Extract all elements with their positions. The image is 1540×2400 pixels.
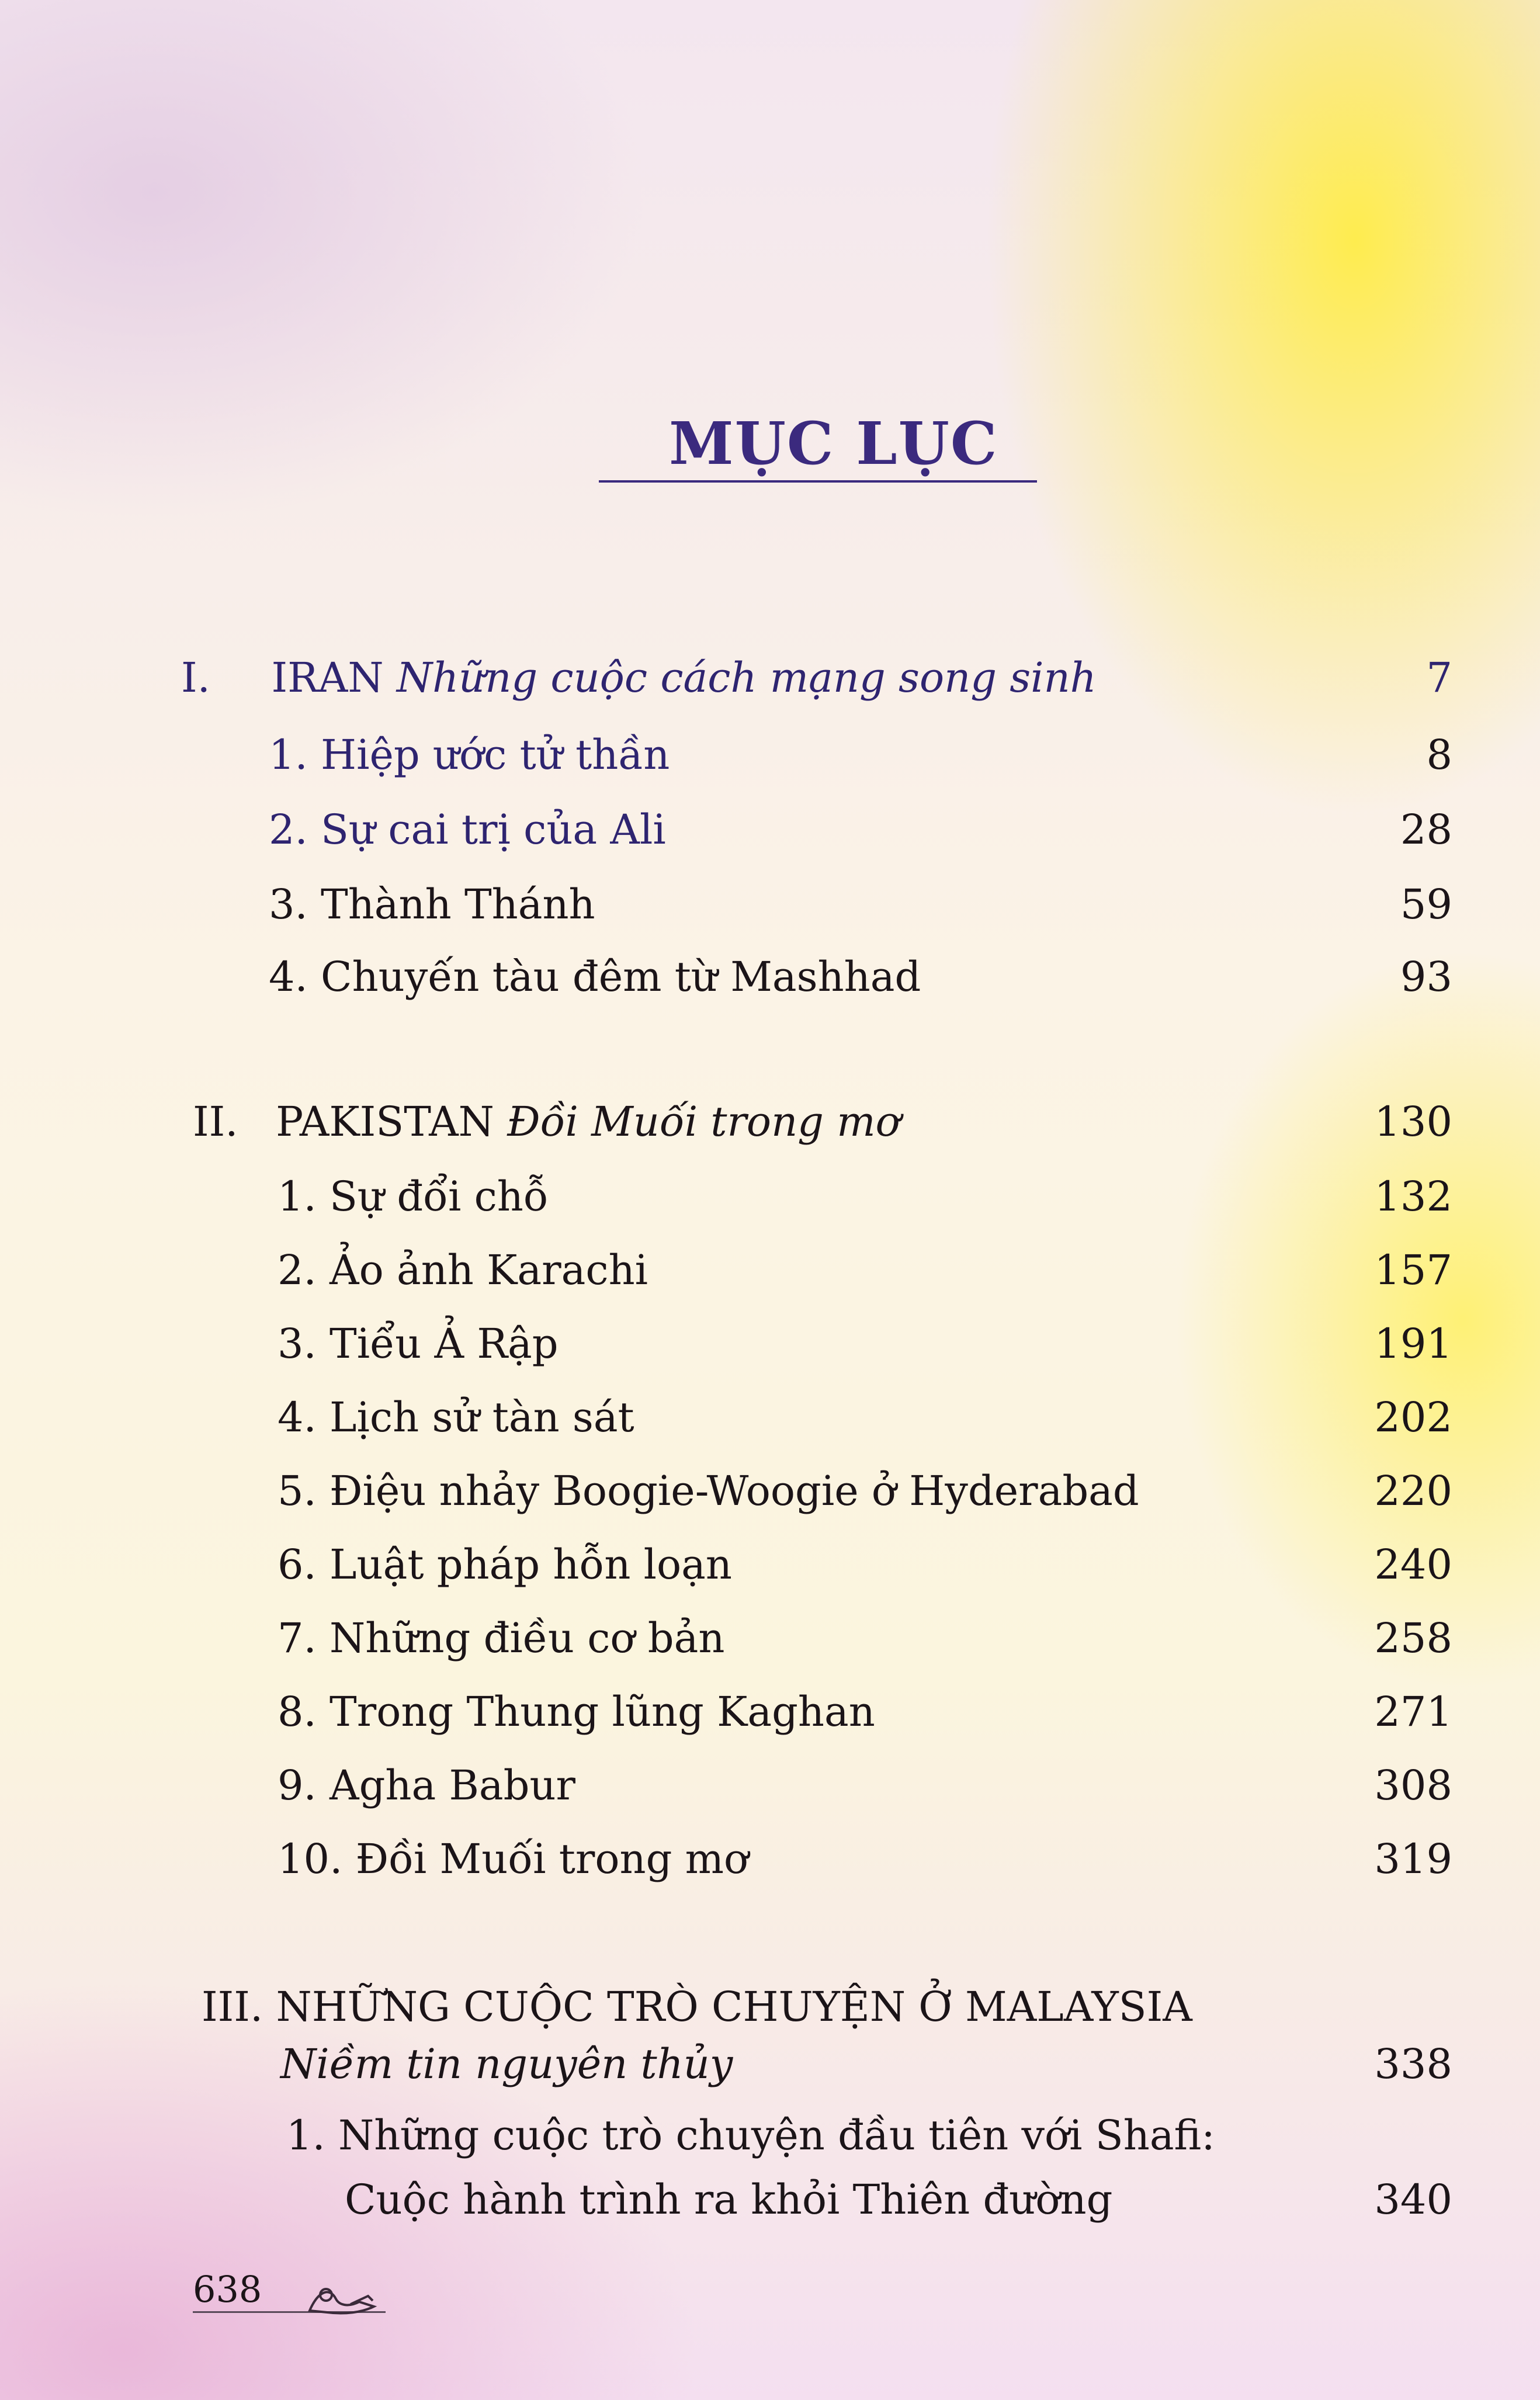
chapter-title: 5. Điệu nhảy Boogie-Woogie ở Hyderabad — [278, 1467, 1139, 1515]
section-name: NHỮNG CUỘC TRÒ CHUYỆN Ở MALAYSIA — [276, 1983, 1192, 2031]
chapter-title: 1. Hiệp ước tử thần — [269, 731, 670, 779]
page-number: 93 — [1400, 953, 1452, 1001]
toc-section-subtitle-row[interactable] — [0, 2029, 1540, 2099]
page-number: 202 — [1374, 1393, 1452, 1441]
toc-chapter[interactable] — [0, 1235, 1540, 1305]
section-subtitle: Đồi Muối trong mơ — [507, 1098, 900, 1146]
toc-chapter[interactable] — [0, 1824, 1540, 1894]
toc-section-pakistan[interactable] — [0, 1087, 1540, 1157]
section-subtitle: Những cuộc cách mạng song sinh — [396, 654, 1097, 702]
page-number: 308 — [1374, 1761, 1452, 1809]
toc-chapter[interactable] — [0, 720, 1540, 790]
chapter-title: 4. Lịch sử tàn sát — [278, 1393, 634, 1441]
page-title: MỤC LỤC — [669, 409, 998, 478]
chapter-title: 10. Đồi Muối trong mơ — [278, 1835, 749, 1883]
chapter-title: 8. Trong Thung lũng Kaghan — [278, 1688, 875, 1736]
toc-chapter[interactable] — [0, 1750, 1540, 1820]
chapter-title: 1. Sự đổi chỗ — [278, 1173, 549, 1220]
page-number: 130 — [1374, 1098, 1452, 1146]
section-subtitle: Niềm tin nguyên thủy — [280, 2040, 733, 2088]
chapter-title: 1. Những cuộc trò chuyện đầu tiên với Shafi: — [286, 2111, 1215, 2159]
section-number: III. — [202, 1983, 263, 2031]
chapter-title: 6. Luật pháp hỗn loạn — [278, 1541, 732, 1589]
toc-chapter[interactable] — [0, 1456, 1540, 1526]
page-number: 258 — [1374, 1614, 1452, 1662]
toc-chapter[interactable] — [0, 795, 1540, 865]
chapter-title: 9. Agha Babur — [278, 1761, 575, 1809]
toc-chapter[interactable] — [0, 1161, 1540, 1232]
section-number: II. — [193, 1098, 238, 1146]
page-number: 240 — [1374, 1541, 1452, 1589]
page-number: 157 — [1374, 1246, 1452, 1294]
toc-chapter[interactable] — [0, 942, 1540, 1012]
chapter-title-line2: Cuộc hành trình ra khỏi Thiên đường — [345, 2176, 1113, 2224]
chapter-title: 7. Những điều cơ bản — [278, 1614, 725, 1662]
section-number: I. — [181, 654, 210, 702]
toc-chapter[interactable] — [0, 1309, 1540, 1379]
section-name: IRAN — [271, 654, 384, 702]
page-number: 340 — [1374, 2176, 1452, 2224]
section-name: PAKISTAN — [276, 1098, 494, 1146]
page-number: 319 — [1374, 1835, 1452, 1883]
page-number: 338 — [1374, 2040, 1452, 2088]
page-number: 191 — [1374, 1320, 1452, 1368]
toc-chapter-continued[interactable] — [0, 2165, 1540, 2235]
toc-chapter[interactable] — [0, 1677, 1540, 1747]
page-number: 28 — [1400, 806, 1452, 854]
toc-chapter[interactable] — [0, 869, 1540, 939]
page-number: 7 — [1426, 654, 1452, 702]
page-number: 8 — [1426, 731, 1452, 779]
toc-chapter[interactable] — [0, 1603, 1540, 1673]
toc-chapter[interactable] — [0, 1530, 1540, 1600]
reading-figure-icon — [304, 2278, 380, 2319]
chapter-title: 3. Tiểu Ả Rập — [278, 1320, 559, 1368]
chapter-title: 2. Sự cai trị của Ali — [269, 806, 666, 854]
page-number: 59 — [1400, 880, 1452, 928]
title-underline — [599, 480, 1037, 483]
toc-chapter[interactable] — [0, 1382, 1540, 1452]
chapter-title: 2. Ảo ảnh Karachi — [278, 1246, 648, 1294]
chapter-title: 3. Thành Thánh — [269, 880, 595, 928]
toc-chapter[interactable] — [0, 2100, 1540, 2170]
page-number: 271 — [1374, 1688, 1452, 1736]
toc-section-iran[interactable] — [0, 643, 1540, 713]
page-number: 220 — [1374, 1467, 1452, 1515]
page-number: 132 — [1374, 1173, 1452, 1220]
footer-page-number: 638 — [193, 2268, 262, 2311]
chapter-title: 4. Chuyến tàu đêm từ Mashhad — [269, 953, 921, 1001]
